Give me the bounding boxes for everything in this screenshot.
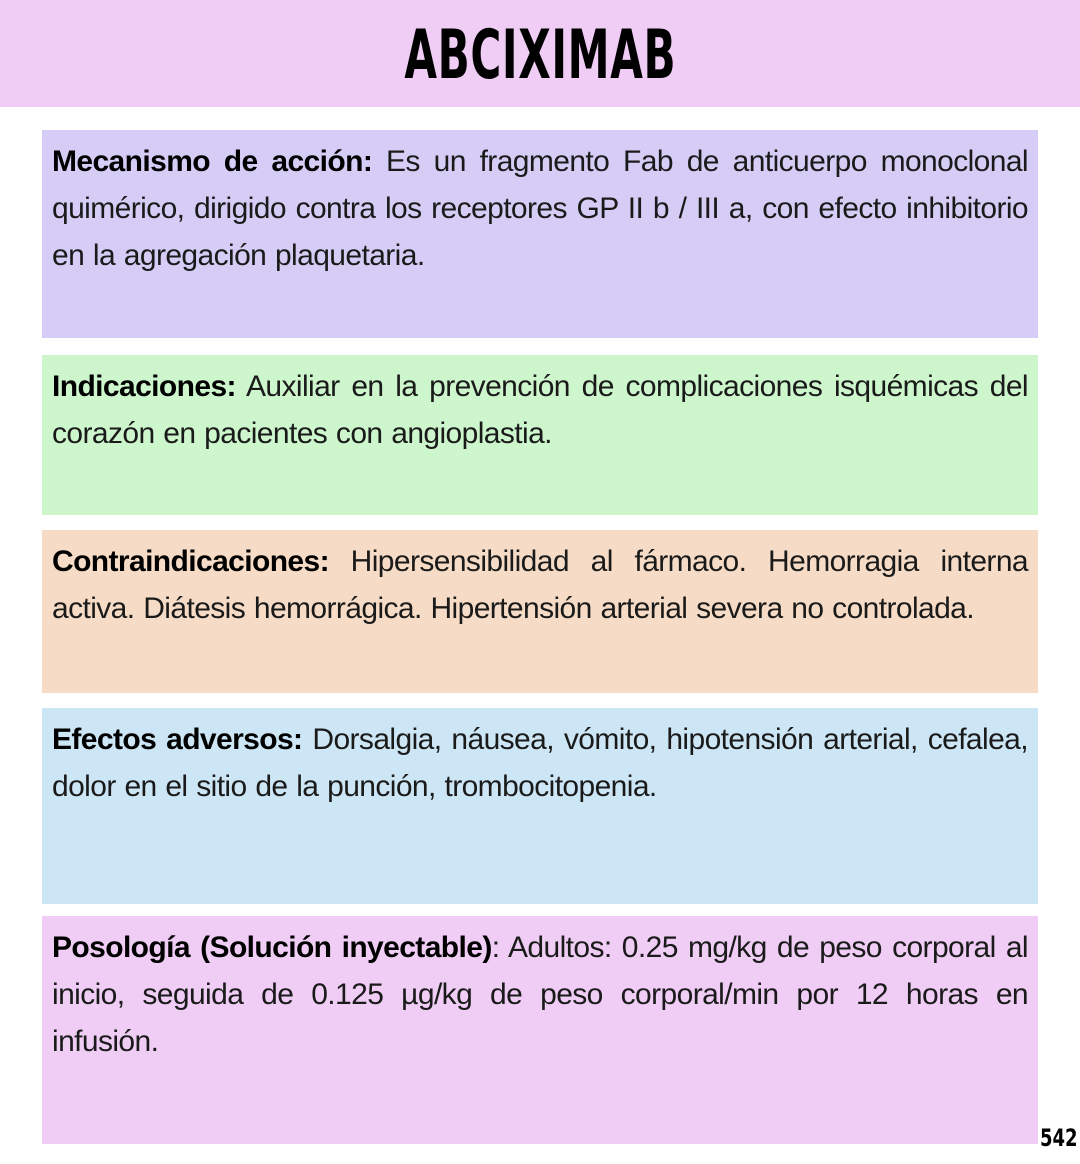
indications-section xyxy=(42,355,1038,515)
page-number: 542 xyxy=(1040,1124,1078,1152)
section-label: Indicaciones: xyxy=(52,370,236,403)
section-text: Auxiliar en la prevención de complicaciones isquémicas del corazón en pacientes con angioplastia. xyxy=(52,370,1028,450)
section-text: Hipersensibilidad al fármaco. Hemorragia interna activa. Diátesis hemorrágica. Hipertensión arterial severa no controlada. xyxy=(52,545,1028,625)
dosage-section xyxy=(42,916,1038,1144)
adverse-effects-section xyxy=(42,708,1038,904)
mechanism-section xyxy=(42,130,1038,338)
section-label: Mecanismo de acción: xyxy=(52,145,373,178)
title-banner xyxy=(0,0,1080,107)
section-label: Posología (Solución inyectable) xyxy=(52,931,492,964)
page-title: ABCIXIMAB xyxy=(404,16,676,95)
section-text: Es un fragmento Fab de anticuerpo monoclonal quimérico, dirigido contra los receptores GP II b / III a, con efecto inhibitorio en la agregación plaquetaria. xyxy=(52,145,1028,272)
section-text: Dorsalgia, náusea, vómito, hipotensión arterial, cefalea, dolor en el sitio de la punción, trombocitopenia. xyxy=(52,723,1028,803)
section-label: Efectos adversos: xyxy=(52,723,303,756)
contraindications-section xyxy=(42,530,1038,693)
section-label: Contraindicaciones: xyxy=(52,545,329,578)
section-text: : Adultos: 0.25 mg/kg de peso corporal al inicio, seguida de 0.125 µg/kg de peso corporal/min por 12 horas en infusión. xyxy=(52,931,1028,1058)
